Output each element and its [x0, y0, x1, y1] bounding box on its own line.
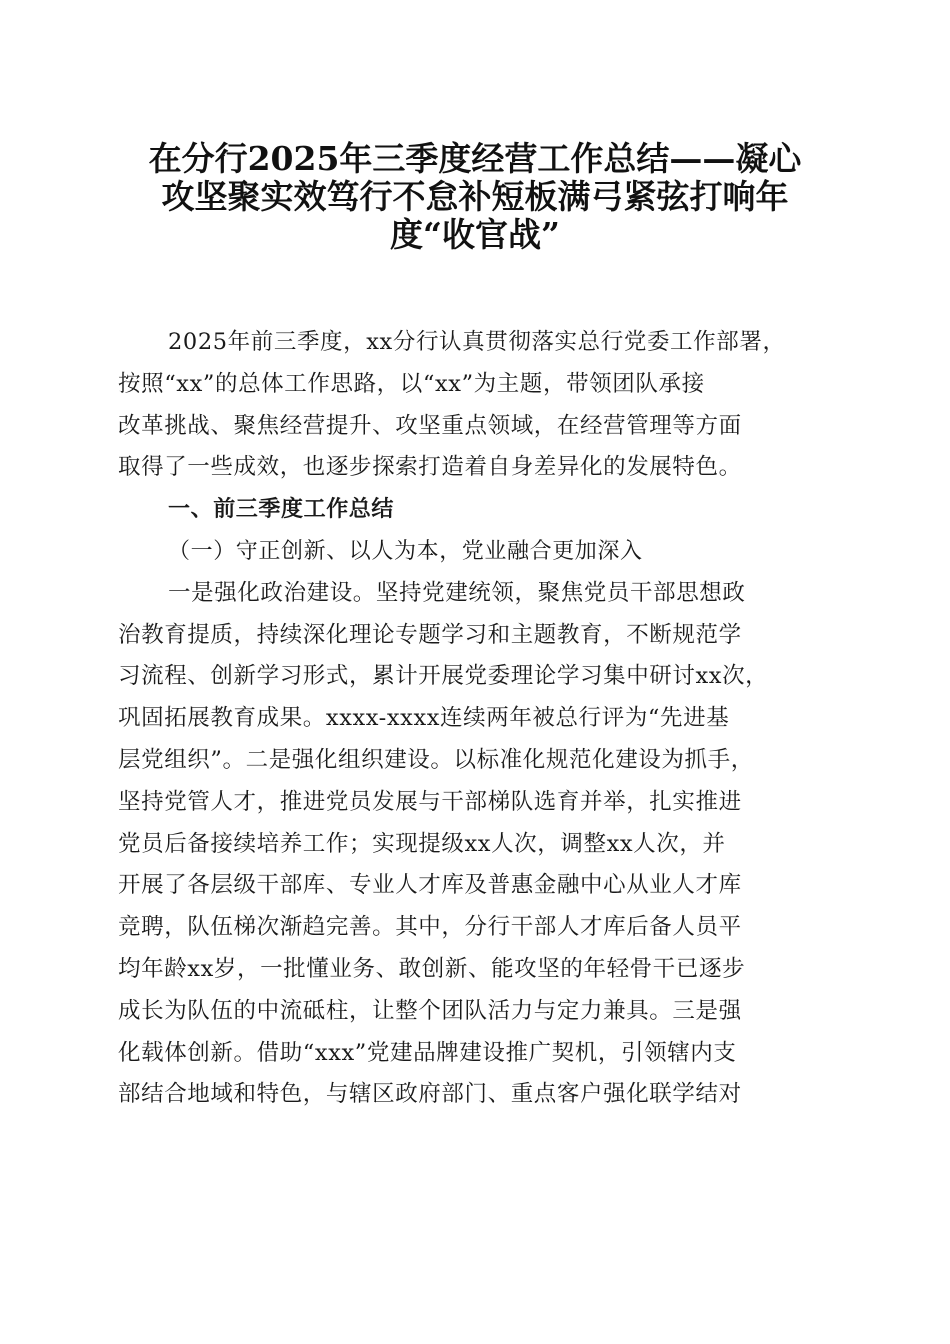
- body-line: 开展了各层级干部库、专业人才库及普惠金融中心从业人才库: [118, 872, 742, 899]
- body-line: 化载体创新。借助“xxx”党建品牌建设推广契机，引领辖内支: [118, 1039, 737, 1066]
- document-title: [110, 140, 840, 254]
- body-line: 层党组织”。二是强化组织建设。以标准化规范化建设为抓手，: [118, 746, 754, 773]
- body-line: 均年龄xx岁，一批懂业务、敢创新、能攻坚的年轻骨干已逐步: [118, 955, 746, 982]
- body-line: 坚持党管人才，推进党员发展与干部梯队选育并举，扎实推进: [118, 788, 742, 815]
- body-line: 成长为队伍的中流砥柱，让整个团队活力与定力兼具。三是强: [118, 997, 742, 1024]
- section-heading: 一、前三季度工作总结: [168, 497, 395, 523]
- body-line: 竞聘，队伍梯次渐趋完善。其中，分行干部人才库后备人员平: [118, 914, 742, 941]
- body-line: 巩固拓展教育成果。xxxx-xxxx连续两年被总行评为“先进基: [118, 705, 730, 732]
- body-line: 党员后备接续培养工作；实现提级xx人次，调整xx人次，并: [118, 830, 726, 857]
- title-line-2: 攻坚聚实效笃行不怠补短板满弓紧弦打响年: [161, 177, 789, 216]
- intro-line: 取得了一些成效，也逐步探索打造着自身差异化的发展特色。: [118, 454, 742, 481]
- intro-line: 按照“xx”的总体工作思路，以“xx”为主题，带领团队承接: [118, 370, 705, 397]
- body-line: 一是强化政治建设。坚持党建统领，聚焦党员干部思想政: [168, 579, 746, 606]
- intro-line: 改革挑战、聚焦经营提升、攻坚重点领域，在经营管理等方面: [118, 412, 742, 439]
- subsection-heading: （一）守正创新、以人为本，党业融合更加深入: [168, 538, 643, 564]
- document-body: [118, 322, 838, 1116]
- title-line-3: 度“收官战”: [390, 215, 560, 254]
- body-line: 治教育提质，持续深化理论专题学习和主题教育，不断规范学: [118, 621, 742, 648]
- intro-line: 2025年前三季度，xx分行认真贯彻落实总行党委工作部署，: [168, 329, 786, 355]
- title-line-1: 在分行2025年三季度经营工作总结——凝心: [148, 139, 802, 178]
- body-line: 习流程、创新学习形式，累计开展党委理论学习集中研讨xx次，: [118, 663, 769, 690]
- body-line: 部结合地域和特色，与辖区政府部门、重点客户强化联学结对: [118, 1081, 742, 1108]
